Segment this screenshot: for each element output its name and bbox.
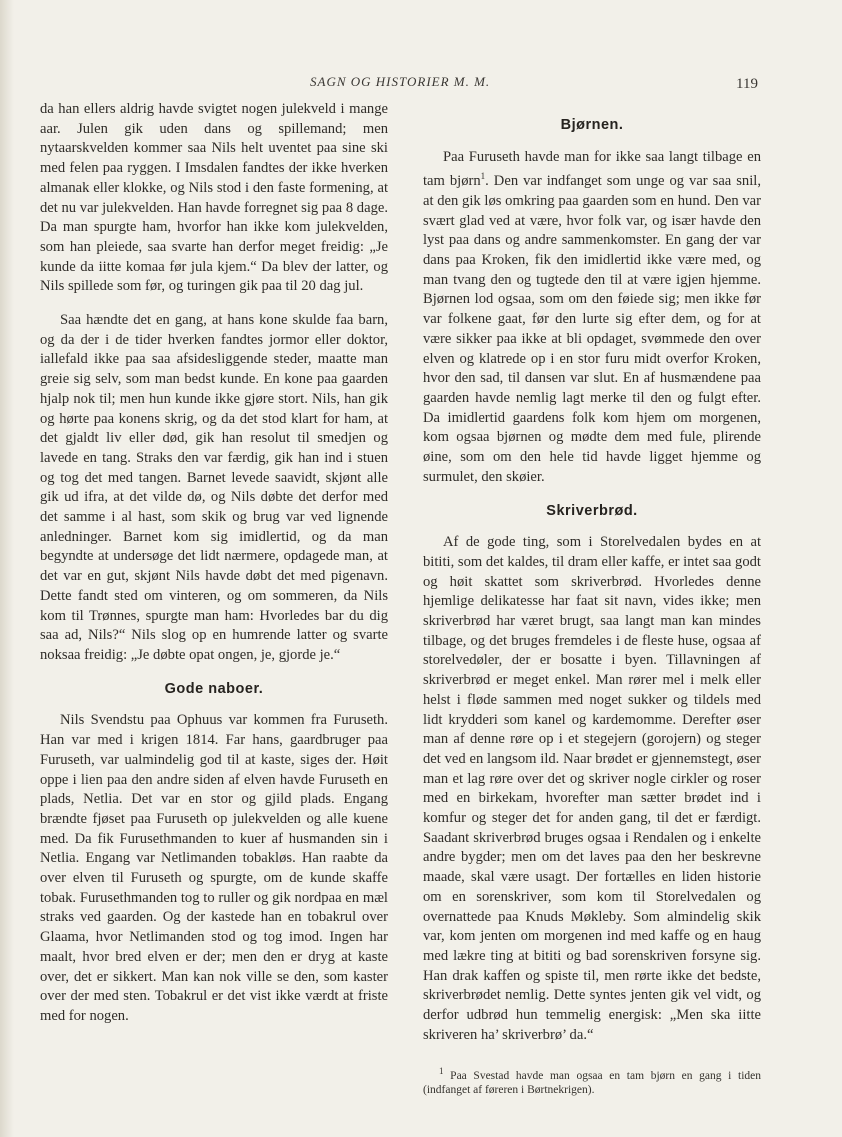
paragraph-skriverbrod: Af de gode ting, som i Storelvedalen bydes en at bititi, som det kaldes, til dram eller kaffe, er intet saa godt og høit skattet som skriverbrød. Hvorledes denne hjemlige delikatesse har faat sit navn, vides ikke; men skriverbrød har været brugt, saa langt man kan mindes tilbage, og det bruges fremdeles i de fleste huse, ogsaa af storelvedøler, der er bosatte i byen. Tillavningen af skriverbrød er meget enkel. Man rører mel i melk eller helst i fløde sammen med noget sukker og tildels med lidt krydderi som kanel og kardemomme. Derefter øser man af denne røre op i et stegejern (gorojern) og steger det ved en langsom ild. Naar brødet er gjennemstegt, øser man et lag røre over det og skriver nogle cirkler og roser med en birkekam, hvorefter man sætter brødet ind i komfur og steger det for anden gang, til det er færdigt. Saadant skriverbrød bruges ogsaa i Rendalen og i enkelte andre bygder; men om det laves paa den her beskrevne maade, skal være usagt. Der fortælles en liden historie om en sorenskriver, som kom til Storelvedalen og overnattede paa Knuds Møkleby. Som almindelig skik var, kom jenten om morgenen ind med kaffe og en haug med lækre ting at bititi og bad sorenskriven forsyne sig. Han drak kaffen og spiste til, men rørte ikke det bedste, skriverbrødet nemlig. Dette syntes jenten gik vel vidt, og derfor udbrød hun temmelig energisk: „Men ska iitte skriveren ha’ skriverbrø’ da.“ [423,534,761,1043]
page-number: 119 [736,76,758,92]
running-title: SAGN OG HISTORIER M. M. [310,74,491,89]
paragraph-bjornen-rest: . Den var indfanget som unge og var saa snil, at den gik løs omkring paa gaarden som en hund. Den var svært glad ved at være, hvor folk var, og især havde den lyst paa dans og andre sammenkomster. En gang der var dans paa Kroken, fik den imidlertid ikke være med, og man tvang den og tugtede den til at være igjen hjemme. Bjørnen lod ogsaa, som om den føiede sig; men ikke før var folkene gaat, før den lurte sig efter dem, og for at være sikker paa ikke at bli opdaget, svømmede den over elven og klatrede op i en stor furu midt overfor Kroken, hvor den sad, til dansen var slut. En af husmændene paa gaarden havde nemlig lagt merke til den og fulgt efter. Da imidlertid gaardens folk kom hjem om morgenen, kom ogsaa bjørnen og mødte dem med fule, plirende øine, som om den hele tid havde ligget hjemme og surmulet, den skøier. [423,173,761,485]
left-column [40,100,388,1027]
footnote [423,1064,761,1099]
section-heading-gode-naboer: Gode naboer. [164,680,264,697]
footnote-text: Paa Svestad havde man ogsaa en tam bjørn en gang i tiden (indfanget af føreren i Børtnekrigen). [423,1069,762,1097]
paragraph-gap [40,297,388,311]
page-edge-shadow [0,0,14,1137]
footnote-number: 1 [439,1065,444,1076]
section-heading-bjornen: Bjørnen. [560,117,624,133]
paragraph-bjornen-start: Paa Furuseth havde man for ikke saa langt tilbage en tam bjørn [423,148,761,190]
footnote-marker: 1 [480,171,486,182]
paragraph-bjornen [423,148,761,488]
paragraph-julekveld: da han ellers aldrig havde svigtet nogen julekveld i mange aar. Julen gik uden dans og spillemand; men nytaarskvelden kommer saa Nils helt uventet paa sine ski med felen paa ryggen. I Imsdalen fandtes der ikke hverken almanak eller klokke, og Nils stod i den faste formening, at det nu var julekvelden. Han havde forregnet sig paa 8 dage. Da man spurgte ham, hvorfor han ikke kom julekvelden, som han pleiede, saa svarte han derfor meget freidig: „Je kunde da iitte komaa før jula kjem.“ Da blev der latter, og Nils spillede som før, og turingen gik paa til 20 dag jul. [40,101,388,295]
right-column [423,116,761,1110]
paragraph-gode-naboer: Nils Svendstu paa Ophuus var kommen fra Furuseth. Han var med i krigen 1814. Far hans, gaardbruger paa Furuseth, var ualmindelig god til at kaste, siges der. Høit oppe i lien paa den andre siden af elven havde Furuseth en plads, Netlia. Det var en stor og gjild plads. Engang brændte fjøset paa Furuseth op julekvelden og alle kuene med. Da fik Furusethmanden to kuer af husmanden sin i Netlia. Engang var Netlimanden tobakløs. Han raabte da over elven til Furuseth og spurgte, om de kunde skaffe tobak. Furusethmanden tog to ruller og gik nordpaa en mæl straks ved gaarden. Og der kastede han en tobakrul over Glaama, hvor Netlimanden stod og tog imod. Ingen har maalt, hvor bred elven er der; men den er dryg at kaste over, det er sikkert. Man kan nok ville se den, som kaster over der med sten. Tobakrul er det vist ikke værdt at friste med for nogen. [40,712,388,1024]
section-heading-skriverbrod: Skriverbrød. [546,502,638,519]
paragraph-tangen: Saa hændte det en gang, at hans kone skulde faa barn, og da der i de tider hverken fandtes jormor eller doktor, iallefald ikke paa saa afsidesliggende steder, maatte man greie sig selv, som man bedst kunde. En kone paa gaarden hjalp nok til; men hun kunde ikke gjøre stort. Nils, han gik og hørte paa konens skrig, og da det stod klart for ham, at det gjaldt liv eller død, gik han resolut til smedjen og lavede en tang. Straks den var færdig, gik han ind i stuen og tog det med tangen. Barnet levede saavidt, skjønt alle gik ud ifra, at det vilde dø, og Nils døbte det derfor med det samme i al hast, som skik og brug var ved lignende anledninger. Barnet kom sig imidlertid, og da man begyndte at undersøge det lidt nærmere, opdagede man, at det var en gut, skjønt Nils havde døbt det med pigenavn. Dette fandt sted om vinteren, og om sommeren, da Nils kom til Trønnes, spurgte man ham: Hvorledes bar du dig saa ad, Nils?“ Nils slog op en humrende latter og svarte noksaa freidig: „Je døbte opat ongen, je, gjorde je.“ [40,312,388,663]
